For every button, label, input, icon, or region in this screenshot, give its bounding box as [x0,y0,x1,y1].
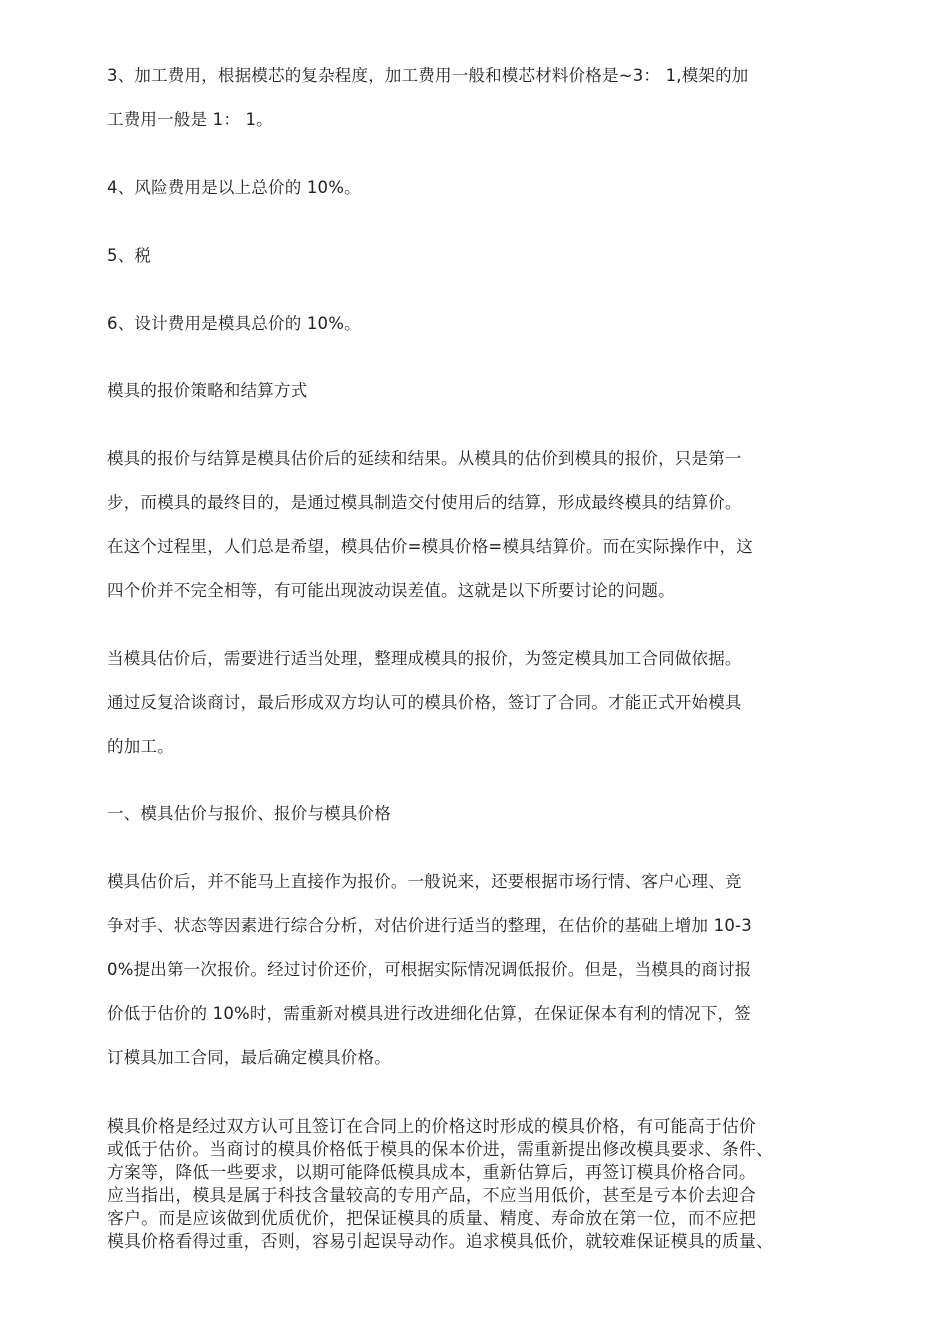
paragraph-line: 模具的报价与结算是模具估价后的延续和结果。从模具的估价到模具的报价，只是第一 [107,449,742,468]
item-3-line-2: 工费用一般是 1： 1。 [107,110,273,129]
paragraph-line: 模具价格是经过双方认可且签订在合同上的价格这时形成的模具价格，有可能高于估价 [107,1116,757,1136]
item-6: 6、设计费用是模具总价的 10%。 [107,314,361,333]
paragraph-line: 应当指出，模具是属于科技含量较高的专用产品，不应当用低价，甚至是亏本价去迎合 [107,1185,757,1205]
section-heading-estimate-vs-quote: 一、模具估价与报价、报价与模具价格 [107,804,391,823]
paragraph-line: 在这个过程里，人们总是希望，模具估价=模具价格=模具结算价。而在实际操作中，这 [107,537,753,556]
paragraph-line: 争对手、状态等因素进行综合分析，对估价进行适当的整理，在估价的基础上增加 10-3 [107,916,752,935]
paragraph-line: 的加工。 [107,737,174,756]
paragraph-line: 步，而模具的最终目的，是通过模具制造交付使用后的结算，形成最终模具的结算价。 [107,493,742,512]
paragraph-line: 当模具估价后，需要进行适当处理，整理成模具的报价，为签定模具加工合同做依据。 [107,649,742,668]
paragraph-line: 方案等，降低一些要求，以期可能降低模具成本，重新估算后，再签订模具价格合同。 [107,1162,757,1182]
paragraph-line: 通过反复洽谈商讨，最后形成双方均认可的模具价格，签订了合同。才能正式开始模具 [107,693,742,712]
item-4: 4、风险费用是以上总价的 10%。 [107,178,361,197]
paragraph-line: 订模具加工合同，最后确定模具价格。 [107,1048,391,1067]
paragraph-line: 模具价格看得过重，否则，容易引起误导动作。追求模具低价，就较难保证模具的质量、 [107,1231,774,1251]
paragraph-line: 或低于估价。当商讨的模具价格低于模具的保本价进，需重新提出修改模具要求、条件、 [107,1139,774,1159]
section-heading-pricing-strategy: 模具的报价策略和结算方式 [107,381,308,400]
item-3-line-1: 3、加工费用，根据模芯的复杂程度，加工费用一般和模芯材料价格是~3： 1,模架的加 [107,66,749,85]
paragraph-line: 0%提出第一次报价。经过讨价还价，可根据实际情况调低报价。但是，当模具的商讨报 [107,960,752,979]
paragraph-line: 客户。而是应该做到优质优价，把保证模具的质量、精度、寿命放在第一位，而不应把 [107,1208,757,1228]
paragraph-line: 价低于估价的 10%时，需重新对模具进行改进细化估算，在保证保本有利的情况下，签 [107,1004,751,1023]
paragraph-line: 模具估价后，并不能马上直接作为报价。一般说来，还要根据市场行情、客户心理、竞 [107,872,742,891]
paragraph-line: 四个价并不完全相等，有可能出现波动误差值。这就是以下所要讨论的问题。 [107,581,675,600]
item-5: 5、税 [107,246,152,265]
